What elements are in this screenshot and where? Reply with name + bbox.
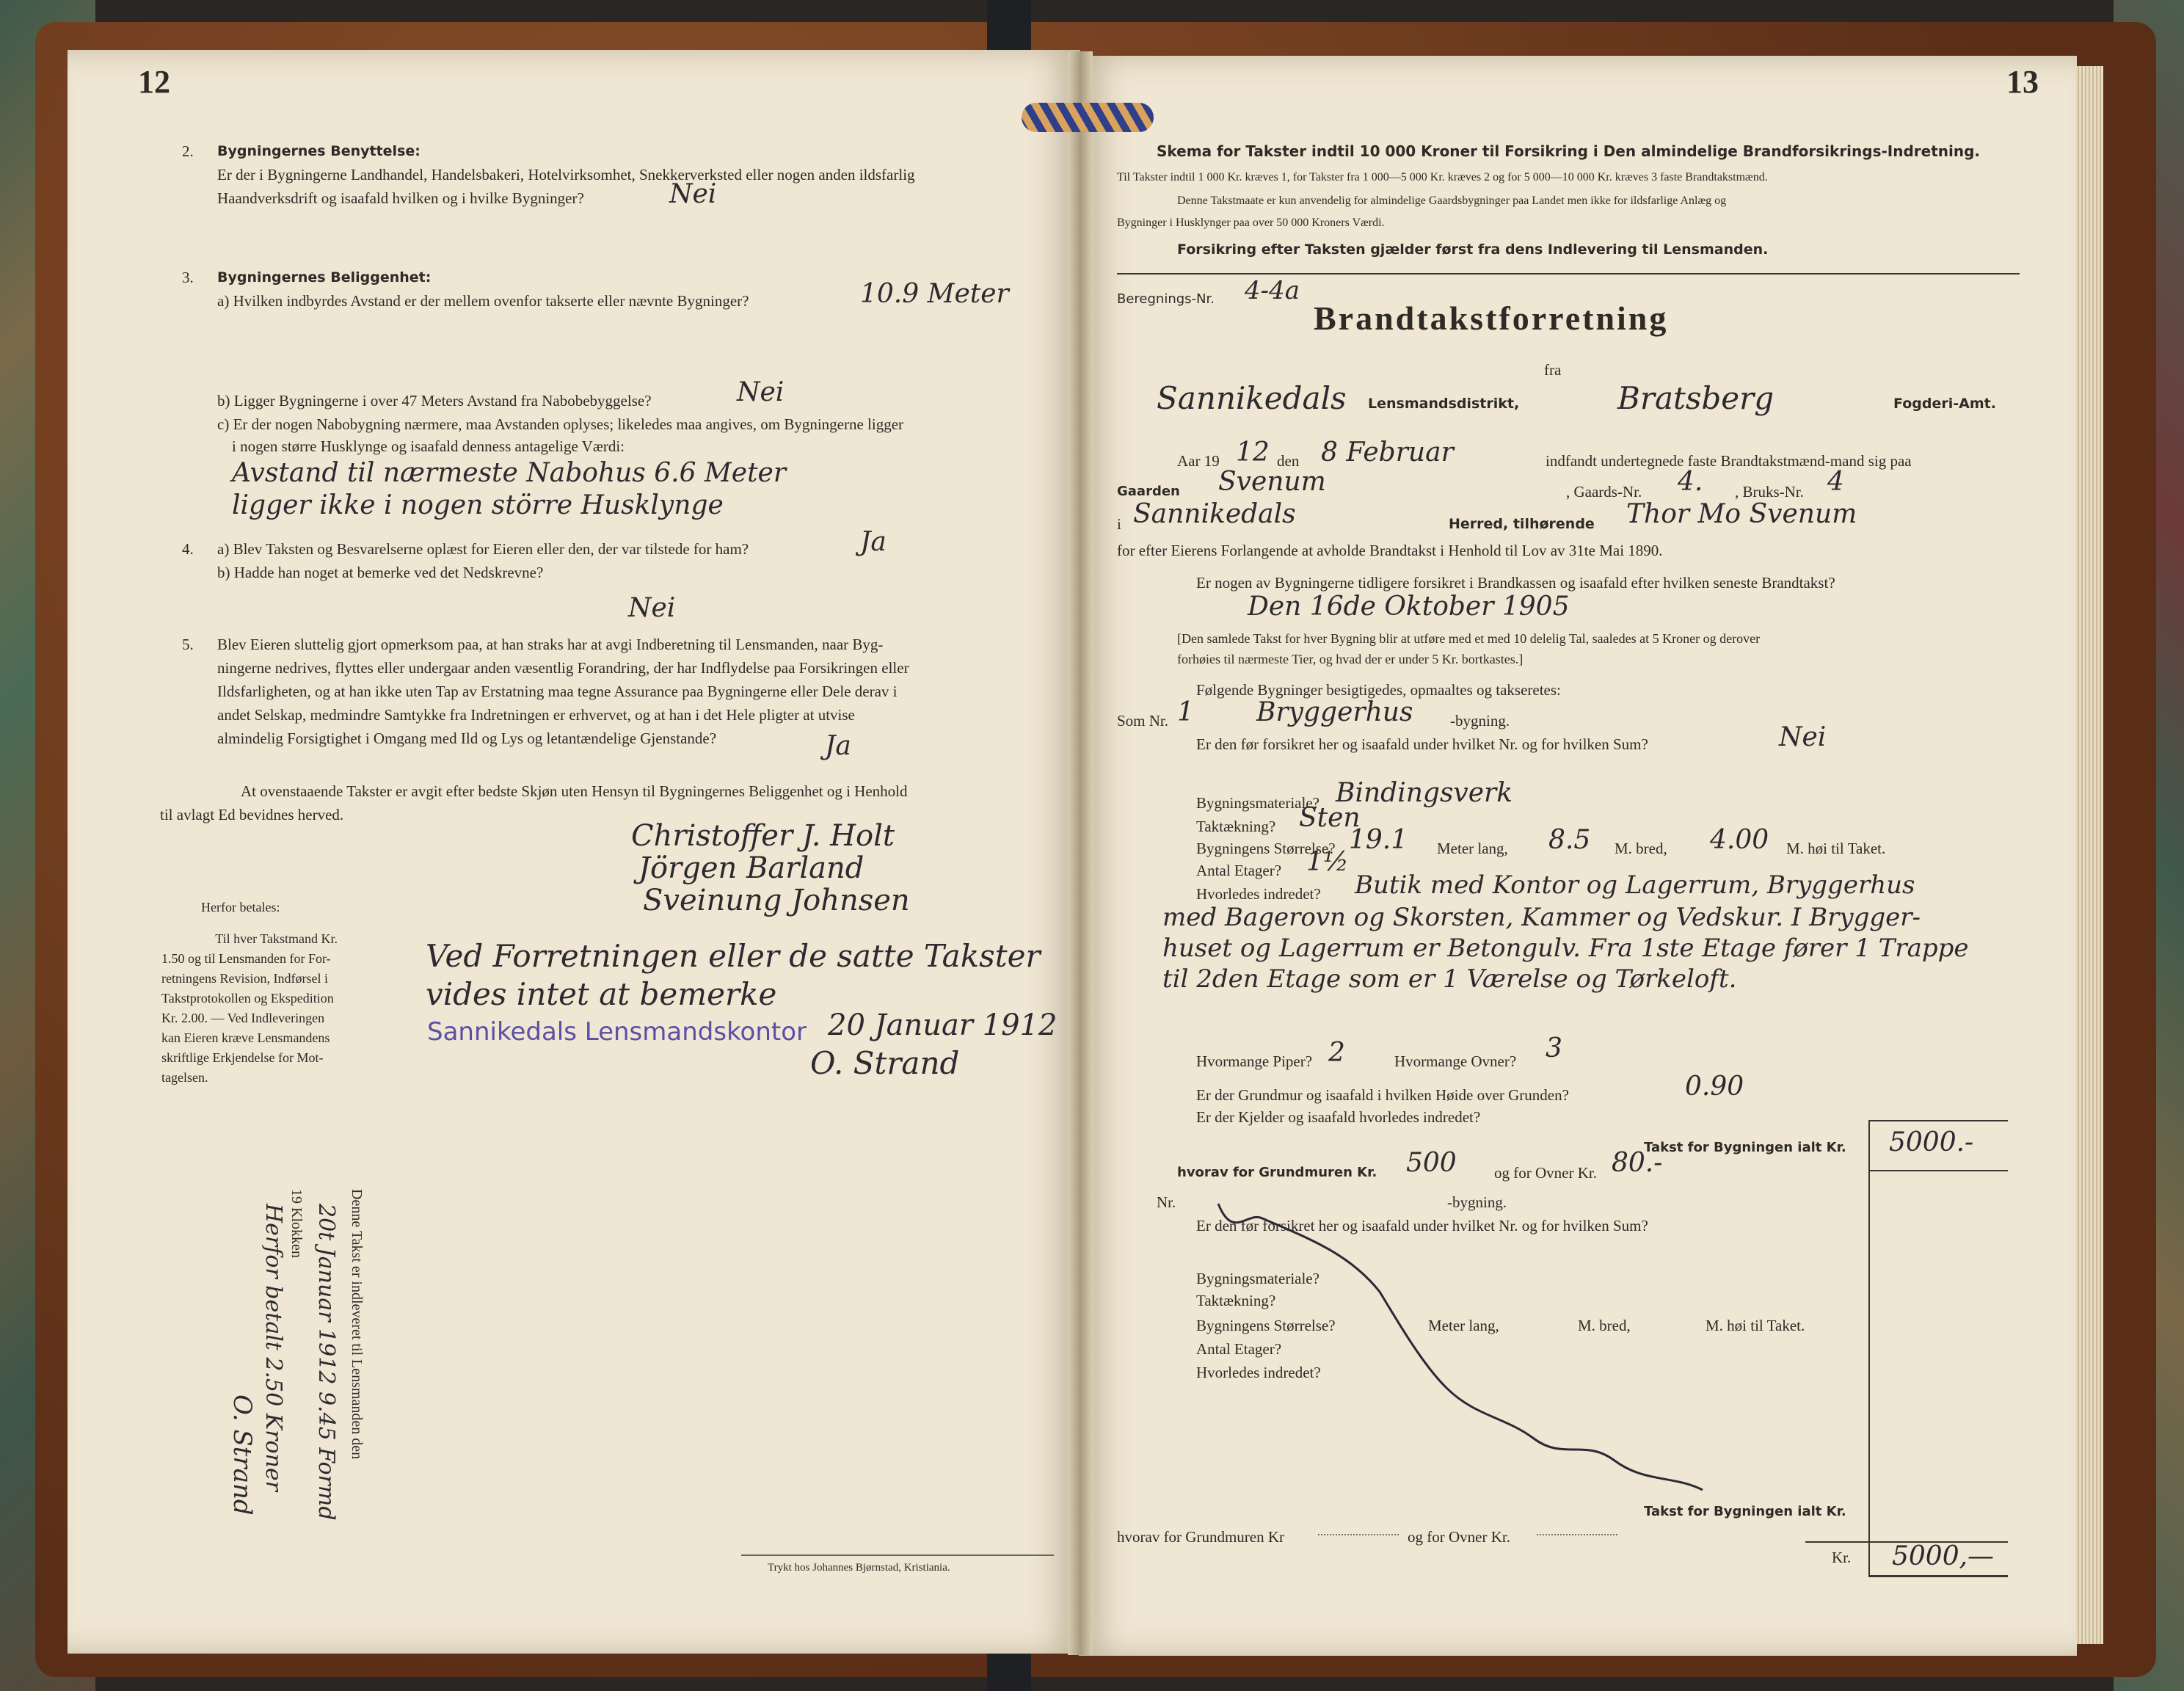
gaarden-value: Svenum — [1218, 467, 1326, 497]
b1-ovner-value: 3 — [1546, 1033, 1562, 1063]
q4a-text: a) Blev Taksten og Besvarelserne oplæst for Eieren eller den, der var tilstede for ham? — [217, 540, 749, 558]
printer-rule — [741, 1554, 1054, 1556]
q3b-text: b) Ligger Bygningerne i over 47 Meters Avstand fra Nabobebyggelse? — [217, 392, 652, 410]
b2-hvorav-label: hvorav for Grundmuren Kr — [1117, 1528, 1285, 1546]
q4b-text: b) Hadde han noget at bemerke ved det Nedskrevne? — [217, 564, 544, 581]
strike-through-path — [1218, 1204, 1703, 1490]
fee-line: retningens Revision, Indførsel i — [161, 971, 328, 986]
folgende: Følgende Bygninger besigtigedes, opmaaltes og takseretes: — [1196, 681, 1561, 699]
q2-answer: Nei — [669, 179, 717, 209]
b1-indredet-line: med Bagerovn og Skorsten, Kammer og Vedskur. I Brygger- — [1162, 903, 1921, 932]
b1-ovner-kr-value: 80.- — [1612, 1148, 1663, 1178]
page-edges — [2075, 66, 2103, 1644]
b1-forsikret-question: Er den før forsikret her og isaafald under hvilket Nr. og for hvilken Sum? — [1196, 735, 1648, 753]
aar-value: 12 — [1236, 437, 1270, 468]
b1-etager-label: Antal Etager? — [1196, 862, 1282, 879]
q2-text2: Haandverksdrift og isaafald hvilken og i hvilke Bygninger? — [217, 189, 584, 207]
b1-forsikret-answer: Nei — [1779, 722, 1827, 752]
b2-forsikret-question: Er den før forsikret her og isaafald under hvilket Nr. og for hvilken Sum? — [1196, 1217, 1648, 1234]
aar-rest: indfandt undertegnede faste Brandtakstmænd-mand sig paa — [1546, 452, 1912, 470]
oath-line1: At ovenstaaende Takster er avgit efter bedste Skjøn uten Hensyn til Bygningernes Beliggenhet og i Henhold — [241, 782, 908, 800]
official-signature: O. Strand — [810, 1045, 960, 1081]
schema-title: Skema for Takster indtil 10 000 Kroner til Forsikring i Den almindelige Brandforsikrings-Indretning. — [1157, 142, 1981, 160]
b2-storrelse-label: Bygningens Størrelse? — [1196, 1317, 1336, 1334]
b1-grundmur-value: 0.90 — [1685, 1072, 1744, 1102]
note-line1: [Den samlede Takst for hver Bygning blir at utføre med et med 10 delelig Tal, saaledes at 5 Kroner og derover — [1177, 631, 1761, 646]
fee-line: kan Eieren kræve Lensmandens — [161, 1030, 330, 1045]
b1-som-nr-label: Som Nr. — [1117, 712, 1169, 730]
q4-number: 4. — [182, 540, 194, 558]
b1-takst-label: Takst for Bygningen ialt Kr. — [1644, 1140, 1846, 1155]
binding-thread — [1022, 103, 1154, 132]
q5-answer: Ja — [825, 731, 851, 761]
b2-hvorav-dots — [1318, 1534, 1399, 1535]
receipt-hand-line2: Herfor betalt 2.50 Kroner — [261, 1204, 286, 1491]
beregning-label: Beregnings-Nr. — [1117, 291, 1215, 307]
total-double-rule — [1868, 1575, 2008, 1577]
bruks-label: , Bruks-Nr. — [1735, 483, 1804, 501]
amt-value: Bratsberg — [1617, 380, 1774, 416]
owner-value: Thor Mo Svenum — [1626, 499, 1857, 529]
receipt-hand-line1: 20t Januar 1912 9.45 Formd — [313, 1204, 339, 1521]
herred-label: Herred, tilhørende — [1449, 516, 1595, 532]
q2-title: Bygningernes Benyttelse: — [217, 143, 421, 159]
q5-line: ningerne nedrives, flyttes eller undergaar anden væsentlig Forandring, der har Indflydelse paa Forsikringen eller — [217, 659, 909, 677]
receipt-print-line2: 19 Klokken — [288, 1189, 305, 1258]
b1-etager-value: 1½ — [1306, 847, 1349, 877]
total-value: 5000,— — [1892, 1541, 1995, 1571]
b2-indredet-label: Hvorledes indredet? — [1196, 1364, 1321, 1381]
b1-hoi-label: M. høi til Taket. — [1786, 840, 1886, 857]
b1-indredet-line: huset og Lagerrum er Betongulv. Fra 1ste Etage fører 1 Trappe — [1162, 934, 1969, 963]
amt-label: Fogderi-Amt. — [1893, 396, 1996, 412]
b1-piper-value: 2 — [1328, 1038, 1345, 1068]
beregning-value: 4-4a — [1245, 276, 1300, 305]
b1-bygning-value: Bryggerhus — [1256, 697, 1413, 727]
b1-kjelder-label: Er der Kjelder og isaafald hvorledes indredet? — [1196, 1108, 1481, 1126]
forlangende: for efter Eierens Forlangende at avholde Brandtakst i Henhold til Lov av 31te Mai 1890. — [1117, 542, 1663, 559]
b1-bred-label: M. bred, — [1615, 840, 1667, 857]
q2-number: 2. — [182, 142, 194, 160]
q5-line: almindelig Forsigtighet i Omgang med Ild og Lys og letantændelige Gjenstande? — [217, 730, 717, 747]
q3b-answer: Nei — [737, 377, 785, 407]
b1-tak-value: Sten — [1299, 803, 1361, 833]
q5-number: 5. — [182, 636, 194, 653]
b1-bred-value: 8.5 — [1548, 825, 1591, 855]
q5-line: Ildsfarligheten, og at han ikke uten Tap av Erstatning maa tegne Assurance paa Bygningerne eller Dele derav i — [217, 683, 898, 700]
den-label: den — [1277, 452, 1300, 470]
date-value: 8 Februar — [1321, 437, 1454, 468]
page-number-left: 12 — [138, 64, 170, 100]
page-number-right: 13 — [2006, 64, 2039, 100]
schema-line2: Denne Takstmaate er kun anvendelig for almindelige Gaardsbygninger paa Landet men ikke for ildsfarlige Anlæg og — [1177, 194, 1727, 207]
q3-number: 3. — [182, 269, 194, 286]
total-label: Kr. — [1832, 1549, 1852, 1566]
printer-imprint: Trykt hos Johannes Bjørnstad, Kristiania. — [768, 1562, 950, 1574]
b1-takst-value: 5000.- — [1889, 1127, 1974, 1157]
q4b-answer: Nei — [628, 593, 676, 623]
b2-bred-label: M. bred, — [1578, 1317, 1631, 1334]
b2-lang-label: Meter lang, — [1428, 1317, 1499, 1334]
b1-storrelse-label: Bygningens Størrelse? — [1196, 840, 1336, 857]
fee-line: tagelsen. — [161, 1070, 208, 1085]
q3c-answer1: Avstand til nærmeste Nabohus 6.6 Meter — [232, 458, 787, 488]
main-title: Brandtakstforretning — [1314, 299, 1669, 337]
remark-line2: vides intet at bemerke — [426, 976, 777, 1012]
b1-tak-label: Taktækning? — [1196, 818, 1276, 835]
note-line2: forhøies til nærmeste Tier, og hvad der er under 5 Kr. bortkastes.] — [1177, 652, 1524, 666]
fee-line: skriftlige Erkjendelse for Mot- — [161, 1050, 324, 1065]
takst-row-rule — [1868, 1170, 2008, 1171]
fee-line: Takstprotokollen og Ekspedition — [161, 991, 334, 1005]
b1-indredet-label: Hvorledes indredet? — [1196, 885, 1321, 903]
fra-label: fra — [1544, 361, 1562, 379]
q4a-answer: Ja — [860, 527, 887, 557]
b2-hoi-label: M. høi til Taket. — [1706, 1317, 1805, 1334]
b2-takst-label: Takst for Bygningen ialt Kr. — [1644, 1504, 1846, 1519]
q3c-text2: i nogen større Husklynge og isaafald denness antagelige Værdi: — [232, 437, 625, 455]
q5-line: Blev Eieren sluttelig gjort opmerksom paa, at han straks har at avgi Indberetning til Lensmanden, naar Byg- — [217, 636, 884, 653]
gaards-value: 4. — [1678, 467, 1703, 497]
b1-indredet-line: til 2den Etage som er 1 Værelse og Tørkeloft. — [1162, 964, 1737, 994]
b2-etager-label: Antal Etager? — [1196, 1340, 1282, 1358]
b1-grundmur-label: Er der Grundmur og isaafald i hvilken Høide over Grunden? — [1196, 1086, 1569, 1104]
q3a-answer: 10.9 Meter — [860, 279, 1009, 309]
b1-ovner-kr-label: og for Ovner Kr. — [1494, 1164, 1597, 1182]
strike-through-line — [1204, 1196, 1747, 1505]
book-gutter — [1068, 51, 1093, 1655]
tidligere-answer: Den 16de Oktober 1905 — [1248, 592, 1570, 622]
q3c-text1: c) Er der nogen Nabobygning nærmere, maa Avstanden oplyses; likeledes maa angives, om Bygningerne ligger — [217, 415, 904, 433]
b2-tak-label: Taktækning? — [1196, 1292, 1276, 1309]
fee-line: 1.50 og til Lensmanden for For- — [161, 951, 331, 966]
b1-piper-label: Hvormange Piper? — [1196, 1052, 1313, 1070]
takst-column-top — [1868, 1120, 2008, 1121]
receipt-signature: O. Strand — [228, 1394, 257, 1516]
aar-label: Aar 19 — [1177, 452, 1220, 470]
takst-column-rule — [1868, 1120, 1870, 1575]
b1-som-nr-value: 1 — [1177, 697, 1194, 727]
q3c-answer2: ligger ikke i nogen större Husklynge — [232, 490, 724, 520]
remark-line1: Ved Forretningen eller de satte Takster — [426, 938, 1041, 974]
signature-1: Christoffer J. Holt — [631, 819, 895, 853]
b1-hvorav-label: hvorav for Grundmuren Kr. — [1177, 1165, 1377, 1180]
b1-materiale-value: Bindingsverk — [1336, 778, 1513, 808]
b1-indredet-line: Butik med Kontor og Lagerrum, Bryggerhus — [1355, 870, 1915, 900]
schema-line1: Til Takster indtil 1 000 Kr. kræves 1, for Takster fra 1 000—5 000 Kr. kræves 2 og for 5 000—10 000 Kr. kræves 3 faste Brandtakstmænd. — [1117, 171, 1768, 183]
tidligere-question: Er nogen av Bygningerne tidligere forsikret i Brandkassen og isaafald efter hvilken seneste Brandtakst? — [1196, 574, 1835, 592]
fee-line: Kr. 2.00. — Ved Indleveringen — [161, 1011, 325, 1025]
office-stamp: Sannikedals Lensmandskontor — [427, 1017, 807, 1047]
b2-ovner-dots — [1537, 1534, 1617, 1535]
b2-bygning-label: -bygning. — [1447, 1193, 1507, 1211]
stamp-date: 20 Januar 1912 — [828, 1008, 1058, 1042]
signature-3: Sveinung Johnsen — [643, 884, 910, 917]
b1-hoi-value: 4.00 — [1710, 825, 1769, 855]
b1-bygning-label: -bygning. — [1450, 712, 1510, 730]
b2-materiale-label: Bygningsmateriale? — [1196, 1270, 1320, 1287]
header-rule — [1117, 273, 2020, 274]
district-value: Sannikedals — [1157, 380, 1347, 416]
b2-ovner-kr-label: og for Ovner Kr. — [1408, 1528, 1510, 1546]
receipt-rotated — [220, 1189, 367, 1556]
schema-line3: Bygninger i Husklynger paa over 50 000 Kroners Værdi. — [1117, 217, 1385, 229]
fee-title: Herfor betales: — [201, 900, 280, 914]
oath-line2: til avlagt Ed bevidnes herved. — [160, 806, 344, 823]
fee-line: Til hver Takstmand Kr. — [215, 931, 338, 946]
b1-lang-label: Meter lang, — [1437, 840, 1508, 857]
q5-text — [217, 634, 909, 749]
b1-materiale-label: Bygningsmateriale? — [1196, 794, 1320, 812]
herred-value: Sannikedals — [1133, 499, 1296, 529]
i-label: i — [1117, 515, 1121, 533]
q2-text1: Er der i Bygningerne Landhandel, Handelsbakeri, Hotelvirksomhet, Snekkerverksted eller nogen anden ildsfarlig — [217, 166, 915, 183]
b1-ovner-label: Hvormange Ovner? — [1394, 1052, 1517, 1070]
schema-line4: Forsikring efter Taksten gjælder først fra dens Indlevering til Lensmanden. — [1177, 241, 1769, 258]
q3-title: Bygningernes Beliggenhet: — [217, 269, 432, 286]
bruks-value: 4 — [1827, 467, 1844, 497]
signature-2: Jörgen Barland — [638, 851, 864, 885]
gaarden-label: Gaarden — [1117, 484, 1180, 499]
district-label: Lensmandsdistrikt, — [1368, 396, 1520, 412]
gaards-label: , Gaards-Nr. — [1566, 483, 1642, 501]
b2-nr-label: Nr. — [1157, 1193, 1176, 1211]
b1-hvorav-value: 500 — [1406, 1148, 1457, 1178]
fee-text — [161, 929, 338, 1088]
q5-line: andet Selskap, medmindre Samtykke fra Indretningen er erhvervet, og at han i det Hele pligter at utvise — [217, 706, 855, 724]
q3a-text: a) Hvilken indbyrdes Avstand er der mellem ovenfor takserte eller nævnte Bygninger? — [217, 292, 749, 310]
receipt-print-line1: Denne Takst er indleveret til Lensmanden den — [349, 1189, 365, 1460]
b1-lang-value: 19.1 — [1349, 825, 1408, 855]
